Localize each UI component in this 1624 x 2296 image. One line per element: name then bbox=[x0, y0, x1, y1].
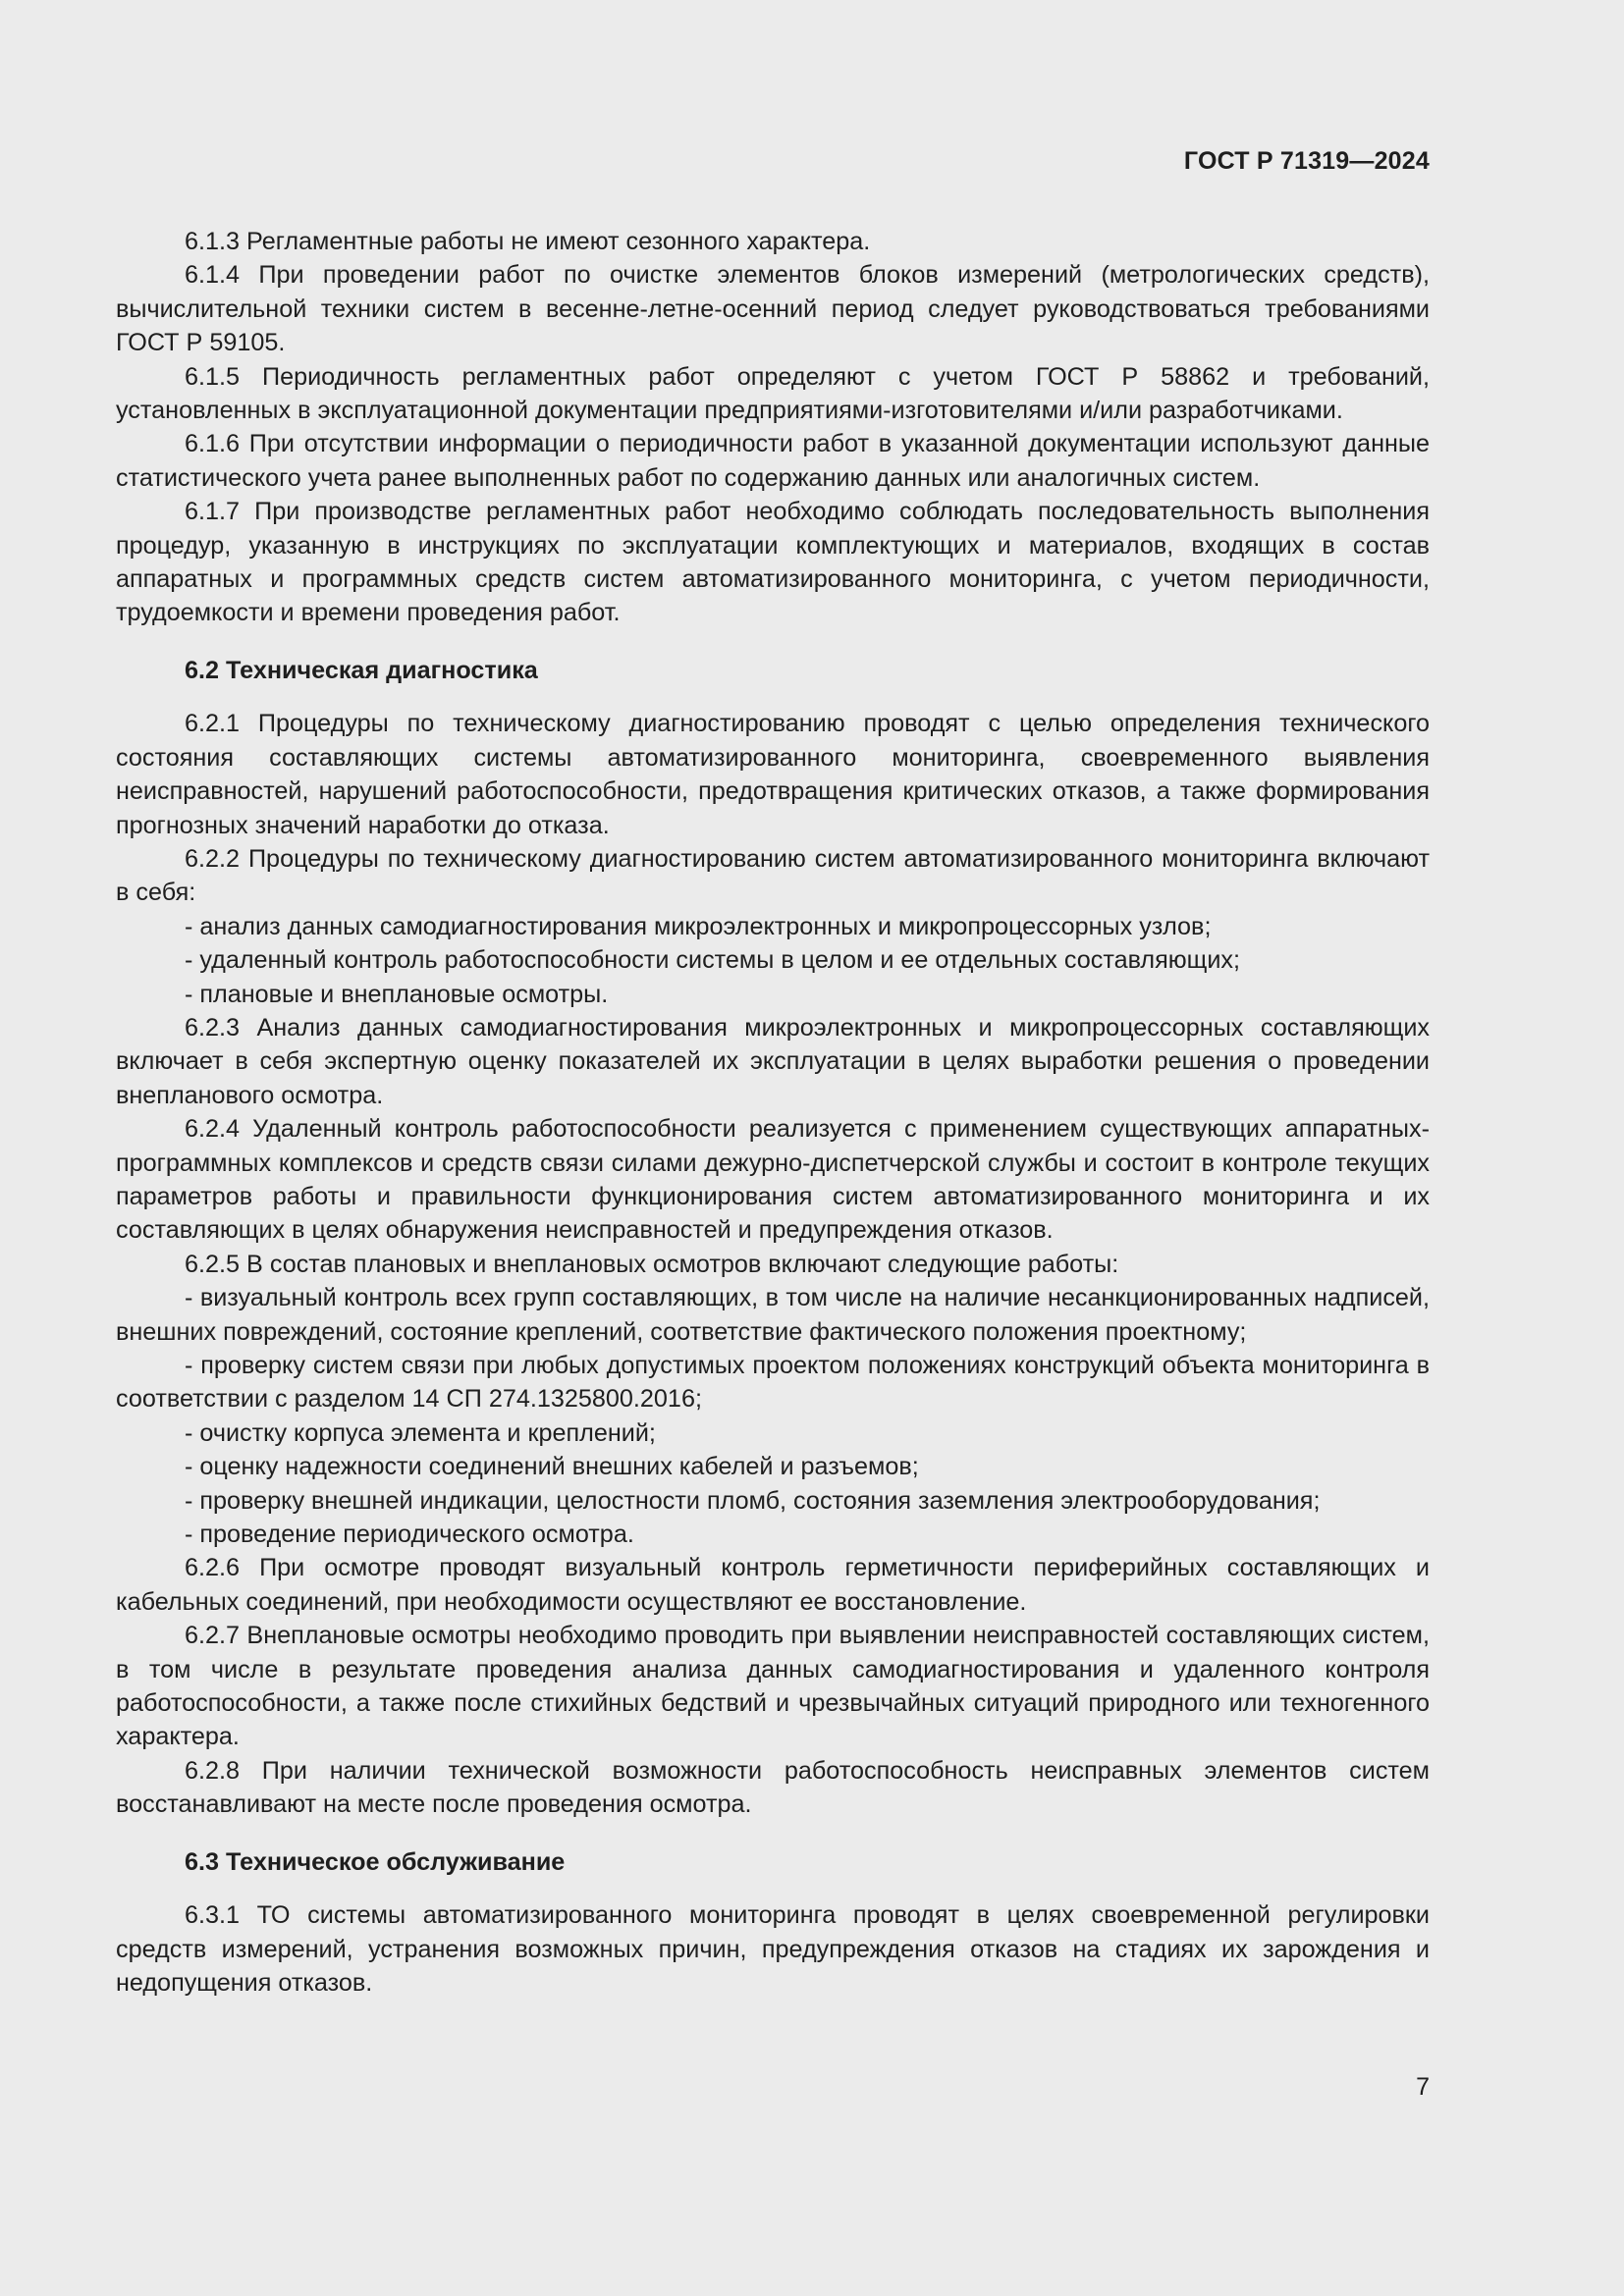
paragraph-6-1-7: 6.1.7 При производстве регламентных работ необходимо соблюдать последовательность выполнения процедур, указанную в инструкциях по эксплуатации комплектующих и материалов, входящих в состав аппаратных и программных средств систем автоматизированного мониторинга, с учетом периодичности, трудоемкости и времени проведения работ. bbox=[116, 498, 1430, 627]
list-item: - удаленный контроль работоспособности системы в целом и ее отдельных составляющих; bbox=[185, 946, 1241, 975]
paragraph-6-2-8: 6.2.8 При наличии технической возможности работоспособность неисправных элементов систем восстанавливают на месте после проведения осмотра. bbox=[116, 1756, 1430, 1819]
list-item: - проверку систем связи при любых допустимых проектом положениях конструкций объекта мониторинга в соответствии с разделом 14 СП 274.1325800.2016; bbox=[116, 1352, 1430, 1414]
paragraph-6-1-3: 6.1.3 Регламентные работы не имеют сезонного характера. bbox=[185, 228, 871, 255]
paragraph-6-3-1: 6.3.1 ТО системы автоматизированного мониторинга проводят в целях своевременной регулировки средств измерений, устранения возможных причин, предупреждения отказов на стадиях их зарождения и недопущения отказов. bbox=[116, 1901, 1430, 1997]
paragraph-6-2-4: 6.2.4 Удаленный контроль работоспособности реализуется с применением существующих аппаратных-программных комплексов и средств связи силами дежурно-диспетчерской службы и состоит в контроле текущих параметров работы и правильности функционирования систем автоматизированного мониторинга и их составляющих в целях обнаружения неисправностей и предупреждения отказов. bbox=[116, 1115, 1430, 1245]
paragraph-6-2-6: 6.2.6 При осмотре проводят визуальный контроль герметичности периферийных составляющих и кабельных соединений, при необходимости осуществляют ее восстановление. bbox=[116, 1554, 1430, 1616]
list-item: - плановые и внеплановые осмотры. bbox=[185, 980, 609, 1008]
document-code-header: ГОСТ Р 71319—2024 bbox=[1183, 147, 1430, 175]
paragraph-6-2-5: 6.2.5 В состав плановых и внеплановых осмотров включают следующие работы: bbox=[185, 1250, 1119, 1278]
list-item: - оценку надежности соединений внешних кабелей и разъемов; bbox=[185, 1453, 919, 1481]
document-body bbox=[116, 225, 1430, 2000]
page-number: 7 bbox=[1416, 2073, 1430, 2101]
paragraph-6-1-6: 6.1.6 При отсутствии информации о периодичности работ в указанной документации используют данные статистического учета ранее выполненных работ по содержанию данных или аналогичных систем. bbox=[116, 430, 1430, 492]
list-item: - проверку внешней индикации, целостности пломб, состояния заземления электрооборудования; bbox=[185, 1486, 1321, 1515]
paragraph-6-1-5: 6.1.5 Периодичность регламентных работ определяют с учетом ГОСТ Р 58862 и требований, установленных в эксплуатационной документации предприятиями-изготовителями и/или разработчиками. bbox=[116, 362, 1430, 425]
section-heading-6-3: 6.3 Техническое обслуживание bbox=[185, 1847, 566, 1876]
paragraph-6-2-1: 6.2.1 Процедуры по техническому диагностированию проводят с целью определения технического состояния составляющих системы автоматизированного мониторинга, своевременного выявления неисправностей, нарушений работоспособности, предотвращения критических отказов, а также формирования прогнозных значений наработки до отказа. bbox=[116, 710, 1430, 839]
paragraph-6-2-3: 6.2.3 Анализ данных самодиагностирования микроэлектронных и микропроцессорных составляющих включает в себя экспертную оценку показателей их эксплуатации в целях выработки решения о проведении внепланового осмотра. bbox=[116, 1013, 1430, 1109]
paragraph-6-2-7: 6.2.7 Внеплановые осмотры необходимо проводить при выявлении неисправностей составляющих систем, в том числе в результате проведения анализа данных самодиагностирования и удаленного контроля работоспособности, а также после стихийных бедствий и чрезвычайных ситуаций природного или техногенного характера. bbox=[116, 1622, 1430, 1751]
list-item: - визуальный контроль всех групп составляющих, в том числе на наличие несанкционированных надписей, внешних повреждений, состояние креплений, соответствие фактического положения проектному; bbox=[116, 1284, 1430, 1346]
list-item: - анализ данных самодиагностирования микроэлектронных и микропроцессорных узлов; bbox=[185, 912, 1212, 940]
list-item: - проведение периодического осмотра. bbox=[185, 1521, 634, 1549]
section-heading-6-2: 6.2 Техническая диагностика bbox=[185, 656, 538, 684]
list-item: - очистку корпуса элемента и креплений; bbox=[185, 1418, 656, 1447]
paragraph-6-2-2: 6.2.2 Процедуры по техническому диагностированию систем автоматизированного мониторинга включают в себя: bbox=[116, 844, 1430, 907]
paragraph-6-1-4: 6.1.4 При проведении работ по очистке элементов блоков измерений (метрологических средств), вычислительной техники систем в весенне-летне-осенний период следует руководствоваться требованиями ГОСТ Р 59105. bbox=[116, 261, 1430, 357]
